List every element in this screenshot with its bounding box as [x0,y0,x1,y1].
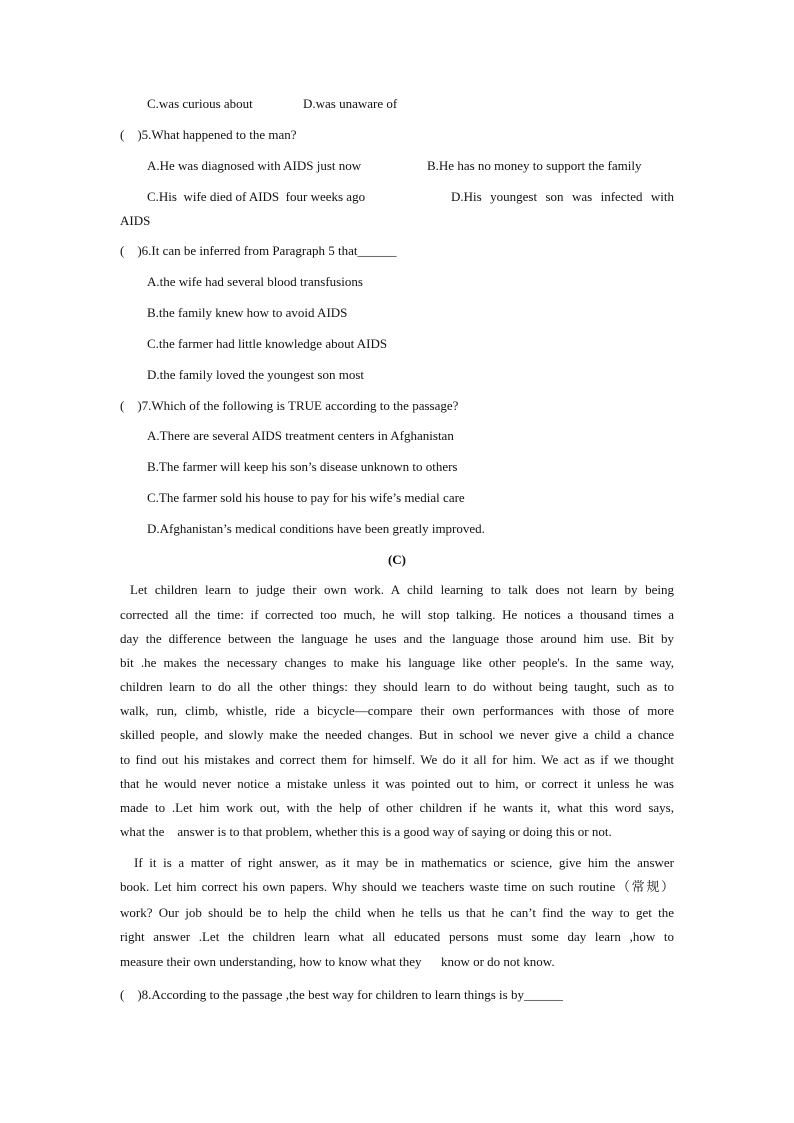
q4-option-c: C.was curious about [147,96,253,111]
q6-option-c: C.the farmer had little knowledge about AIDS [147,336,388,351]
q6-option-b: B.the family knew how to avoid AIDS [147,305,348,320]
passage-line: corrected all the time: if corrected too much, he will stop talking. He notices a thousand times a [120,607,674,622]
q4-option-d: D.was unaware of [303,96,398,111]
passage-line: what the answer is to that problem, whether this is a good way of saying or doing this or not. [120,824,612,839]
passage-line: If it is a matter of right answer, as it may be in mathematics or science, give him the answer [134,855,674,870]
q7-option-c: C.The farmer sold his house to pay for his wife’s medial care [147,490,465,505]
passage-line: measure their own understanding, how to know what they know or do not know. [120,954,555,969]
passage-line: book. Let him correct his own papers. Why should we teachers waste time on such routine（常规） [120,879,674,894]
passage-line: day the difference between the language he uses and the language those around him use. Bit by [120,631,674,646]
q7-stem: ( )7.Which of the following is TRUE according to the passage? [120,398,459,413]
passage-line: Let children learn to judge their own work. A child learning to talk does not learn by being [130,582,674,597]
passage-line: to find out his mistakes and correct them for himself. We do it all for him. We act as if we thought [120,752,674,767]
passage-line: made to .Let him work out, with the help of other children if he wants it, what this word says, [120,800,674,815]
q7-option-a: A.There are several AIDS treatment centers in Afghanistan [147,428,454,443]
q5-option-b: B.He has no money to support the family [427,158,642,173]
q8-stem: ( )8.According to the passage ,the best way for children to learn things is by______ [120,987,563,1002]
passage-line: work? Our job should be to help the child when he tells us that he can’t find the way to get the [120,905,674,920]
q6-option-a: A.the wife had several blood transfusions [147,274,363,289]
q6-option-d: D.the family loved the youngest son most [147,367,365,382]
section-heading: (C) [387,552,407,567]
q7-option-b: B.The farmer will keep his son’s disease unknown to others [147,459,458,474]
passage-line: right answer .Let the children learn what all educated persons must some day learn ,how to [120,929,674,944]
passage-line: walk, run, climb, whistle, ride a bicycle—compare their own performances with those of more [120,703,674,718]
passage-line: bit .he makes the necessary changes to make his language like other people's. In the same way, [120,655,674,670]
q5-option-a: A.He was diagnosed with AIDS just now [147,158,362,173]
q5-stem: ( )5.What happened to the man? [120,127,297,142]
q5-option-c: C.His wife died of AIDS four weeks ago [147,189,366,204]
q6-stem: ( )6.It can be inferred from Paragraph 5 that______ [120,243,397,258]
passage-line: skilled people, and slowly make the needed changes. But in school we never give a child a chance [120,727,674,742]
q7-option-d: D.Afghanistan’s medical conditions have been greatly improved. [147,521,485,536]
passage-line: that he would never notice a mistake unless it was pointed out to him, or correct it unless he was [120,776,674,791]
q5-option-d-cont: AIDS [120,213,151,228]
q5-option-d: D.His youngest son was infected with [451,189,674,204]
passage-line: children learn to do all the other things: they should learn to do without being taught, such as to [120,679,674,694]
